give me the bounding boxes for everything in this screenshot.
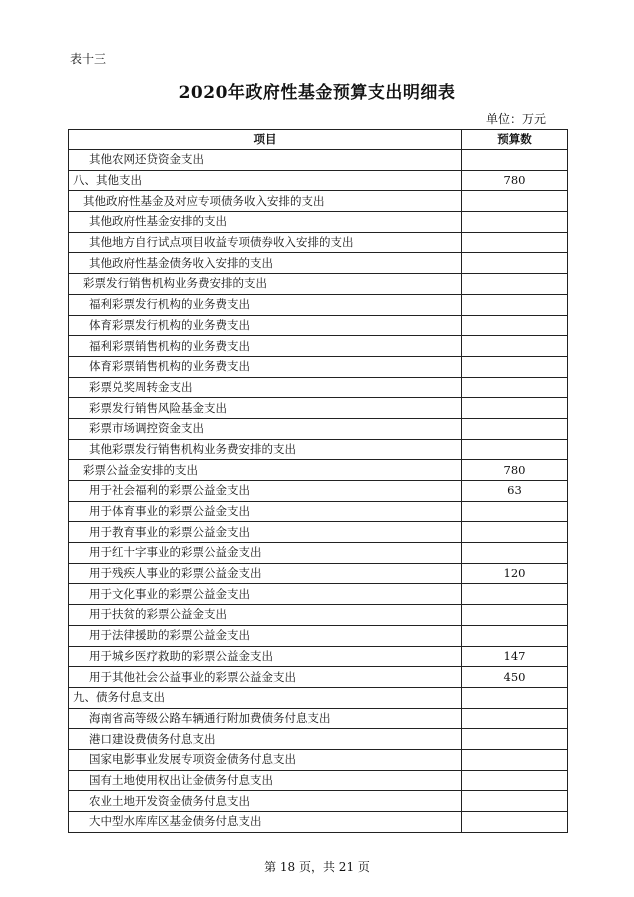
row-budget-value — [462, 336, 568, 357]
row-budget-value — [462, 749, 568, 770]
row-budget-value — [462, 294, 568, 315]
row-budget-value: 780 — [462, 460, 568, 481]
row-item-name: 农业土地开发资金债务付息支出 — [69, 791, 462, 812]
row-budget-value: 780 — [462, 170, 568, 191]
row-item-name: 九、债务付息支出 — [69, 687, 462, 708]
row-item-name: 其他政府性基金债务收入安排的支出 — [69, 253, 462, 274]
row-budget-value — [462, 191, 568, 212]
row-item-name: 福利彩票发行机构的业务费支出 — [69, 294, 462, 315]
table-row — [69, 253, 568, 274]
table-row — [69, 501, 568, 522]
row-budget-value — [462, 232, 568, 253]
table-row — [69, 770, 568, 791]
table-row — [69, 605, 568, 626]
table-row — [69, 398, 568, 419]
table-row — [69, 708, 568, 729]
row-item-name: 用于体育事业的彩票公益金支出 — [69, 501, 462, 522]
column-header-item: 项目 — [69, 130, 462, 150]
row-budget-value — [462, 770, 568, 791]
row-item-name: 八、其他支出 — [69, 170, 462, 191]
table-row — [69, 687, 568, 708]
row-budget-value — [462, 625, 568, 646]
row-item-name: 彩票兑奖周转金支出 — [69, 377, 462, 398]
row-budget-value — [462, 398, 568, 419]
row-budget-value: 450 — [462, 667, 568, 688]
table-row — [69, 667, 568, 688]
table-row — [69, 356, 568, 377]
row-budget-value — [462, 274, 568, 295]
row-budget-value — [462, 522, 568, 543]
table-row — [69, 481, 568, 502]
row-item-name: 国家电影事业发展专项资金债务付息支出 — [69, 749, 462, 770]
table-row — [69, 170, 568, 191]
row-item-name: 彩票市场调控资金支出 — [69, 418, 462, 439]
row-item-name: 其他地方自行试点项目收益专项债券收入安排的支出 — [69, 232, 462, 253]
row-budget-value — [462, 501, 568, 522]
row-item-name: 其他政府性基金安排的支出 — [69, 212, 462, 233]
table-row — [69, 274, 568, 295]
row-item-name: 用于社会福利的彩票公益金支出 — [69, 481, 462, 502]
row-budget-value — [462, 708, 568, 729]
row-item-name: 其他政府性基金及对应专项债务收入安排的支出 — [69, 191, 462, 212]
table-row — [69, 646, 568, 667]
row-item-name: 用于其他社会公益事业的彩票公益金支出 — [69, 667, 462, 688]
table-row — [69, 212, 568, 233]
row-budget-value — [462, 605, 568, 626]
table-row — [69, 729, 568, 750]
budget-table — [68, 129, 568, 833]
row-budget-value — [462, 729, 568, 750]
row-item-name: 用于教育事业的彩票公益金支出 — [69, 522, 462, 543]
row-budget-value — [462, 356, 568, 377]
table-row — [69, 791, 568, 812]
row-budget-value — [462, 418, 568, 439]
row-budget-value — [462, 377, 568, 398]
row-item-name: 体育彩票销售机构的业务费支出 — [69, 356, 462, 377]
row-budget-value — [462, 439, 568, 460]
row-item-name: 大中型水库库区基金债务付息支出 — [69, 812, 462, 833]
row-item-name: 彩票发行销售机构业务费安排的支出 — [69, 274, 462, 295]
row-budget-value — [462, 150, 568, 171]
table-row — [69, 625, 568, 646]
table-row — [69, 418, 568, 439]
table-header-row — [69, 130, 568, 150]
row-budget-value — [462, 584, 568, 605]
table-row — [69, 812, 568, 833]
row-item-name: 其他农网还贷资金支出 — [69, 150, 462, 171]
table-row — [69, 232, 568, 253]
row-item-name: 海南省高等级公路车辆通行附加费债务付息支出 — [69, 708, 462, 729]
row-budget-value: 147 — [462, 646, 568, 667]
row-item-name: 用于扶贫的彩票公益金支出 — [69, 605, 462, 626]
row-budget-value — [462, 253, 568, 274]
table-row — [69, 191, 568, 212]
page-footer: 第 18 页，共 21 页 — [264, 860, 370, 874]
column-header-budget: 预算数 — [462, 130, 568, 150]
row-item-name: 彩票公益金安排的支出 — [69, 460, 462, 481]
row-item-name: 国有土地使用权出让金债务付息支出 — [69, 770, 462, 791]
row-budget-value — [462, 543, 568, 564]
table-row — [69, 460, 568, 481]
table-row — [69, 543, 568, 564]
row-budget-value — [462, 212, 568, 233]
row-item-name: 彩票发行销售风险基金支出 — [69, 398, 462, 419]
row-budget-value — [462, 315, 568, 336]
page-title: 2020年政府性基金预算支出明细表 — [178, 83, 456, 103]
row-item-name: 体育彩票发行机构的业务费支出 — [69, 315, 462, 336]
row-item-name: 福利彩票销售机构的业务费支出 — [69, 336, 462, 357]
table-row — [69, 294, 568, 315]
row-budget-value — [462, 791, 568, 812]
row-item-name: 港口建设费债务付息支出 — [69, 729, 462, 750]
row-budget-value: 63 — [462, 481, 568, 502]
row-budget-value — [462, 812, 568, 833]
row-item-name: 用于残疾人事业的彩票公益金支出 — [69, 563, 462, 584]
table-body — [69, 150, 568, 833]
row-item-name: 用于法律援助的彩票公益金支出 — [69, 625, 462, 646]
table-row — [69, 336, 568, 357]
table-row — [69, 563, 568, 584]
row-item-name: 用于文化事业的彩票公益金支出 — [69, 584, 462, 605]
table-label: 表十三 — [70, 52, 107, 66]
row-budget-value: 120 — [462, 563, 568, 584]
table-row — [69, 522, 568, 543]
table-row — [69, 584, 568, 605]
row-item-name: 用于城乡医疗救助的彩票公益金支出 — [69, 646, 462, 667]
unit-label: 单位：万元 — [486, 112, 547, 126]
row-item-name: 其他彩票发行销售机构业务费安排的支出 — [69, 439, 462, 460]
table-row — [69, 749, 568, 770]
table-row — [69, 150, 568, 171]
row-budget-value — [462, 687, 568, 708]
row-item-name: 用于红十字事业的彩票公益金支出 — [69, 543, 462, 564]
table-row — [69, 439, 568, 460]
table-row — [69, 377, 568, 398]
table-row — [69, 315, 568, 336]
